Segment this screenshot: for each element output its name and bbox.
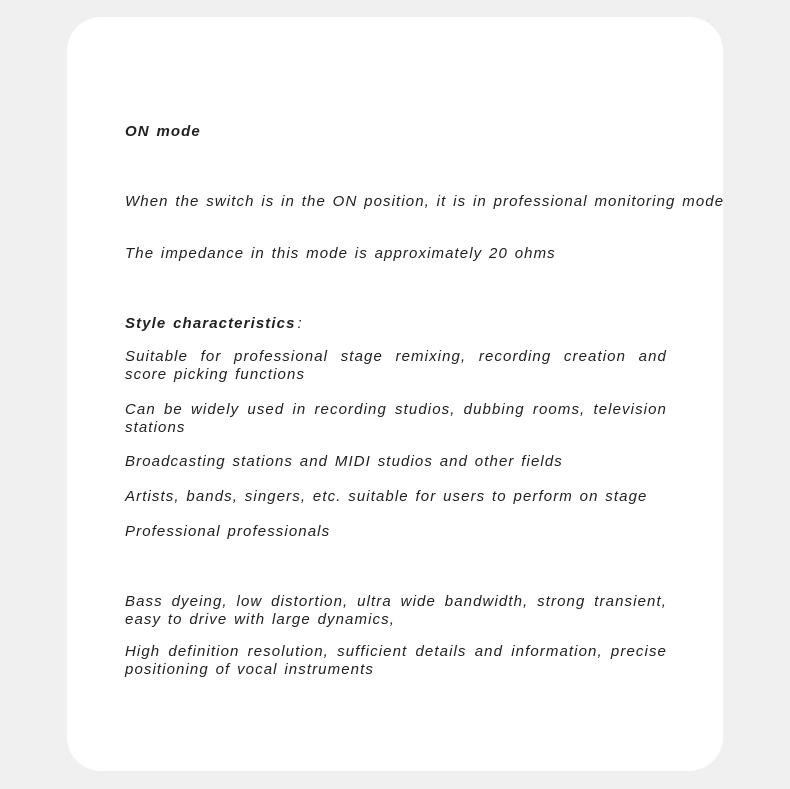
style-heading-label: Style characteristics — [125, 315, 296, 332]
sound-item-resolution: High definition resolution, sufficient details and information, precise positioning of vocal instruments — [125, 643, 667, 678]
style-item-artists: Artists, bands, singers, etc. suitable for users to perform on stage — [125, 488, 648, 505]
on-mode-description: When the switch is in the ON position, it is in professional monitoring mode — [125, 193, 725, 210]
style-heading-colon: : — [297, 315, 303, 332]
style-item-professionals: Professional professionals — [125, 523, 331, 540]
style-item-stage-remixing: Suitable for professional stage remixing, recording creation and score picking functions — [125, 348, 667, 383]
sound-item-bass: Bass dyeing, low distortion, ultra wide bandwidth, strong transient, easy to drive with large dynamics, — [125, 593, 667, 628]
style-item-recording-studios: Can be widely used in recording studios, dubbing rooms, television stations — [125, 401, 667, 436]
style-characteristics-heading — [125, 315, 303, 333]
impedance-text: The impedance in this mode is approximately 20 ohms — [125, 245, 556, 262]
style-item-broadcasting: Broadcasting stations and MIDI studios and other fields — [125, 453, 563, 470]
on-mode-heading: ON mode — [125, 123, 201, 140]
